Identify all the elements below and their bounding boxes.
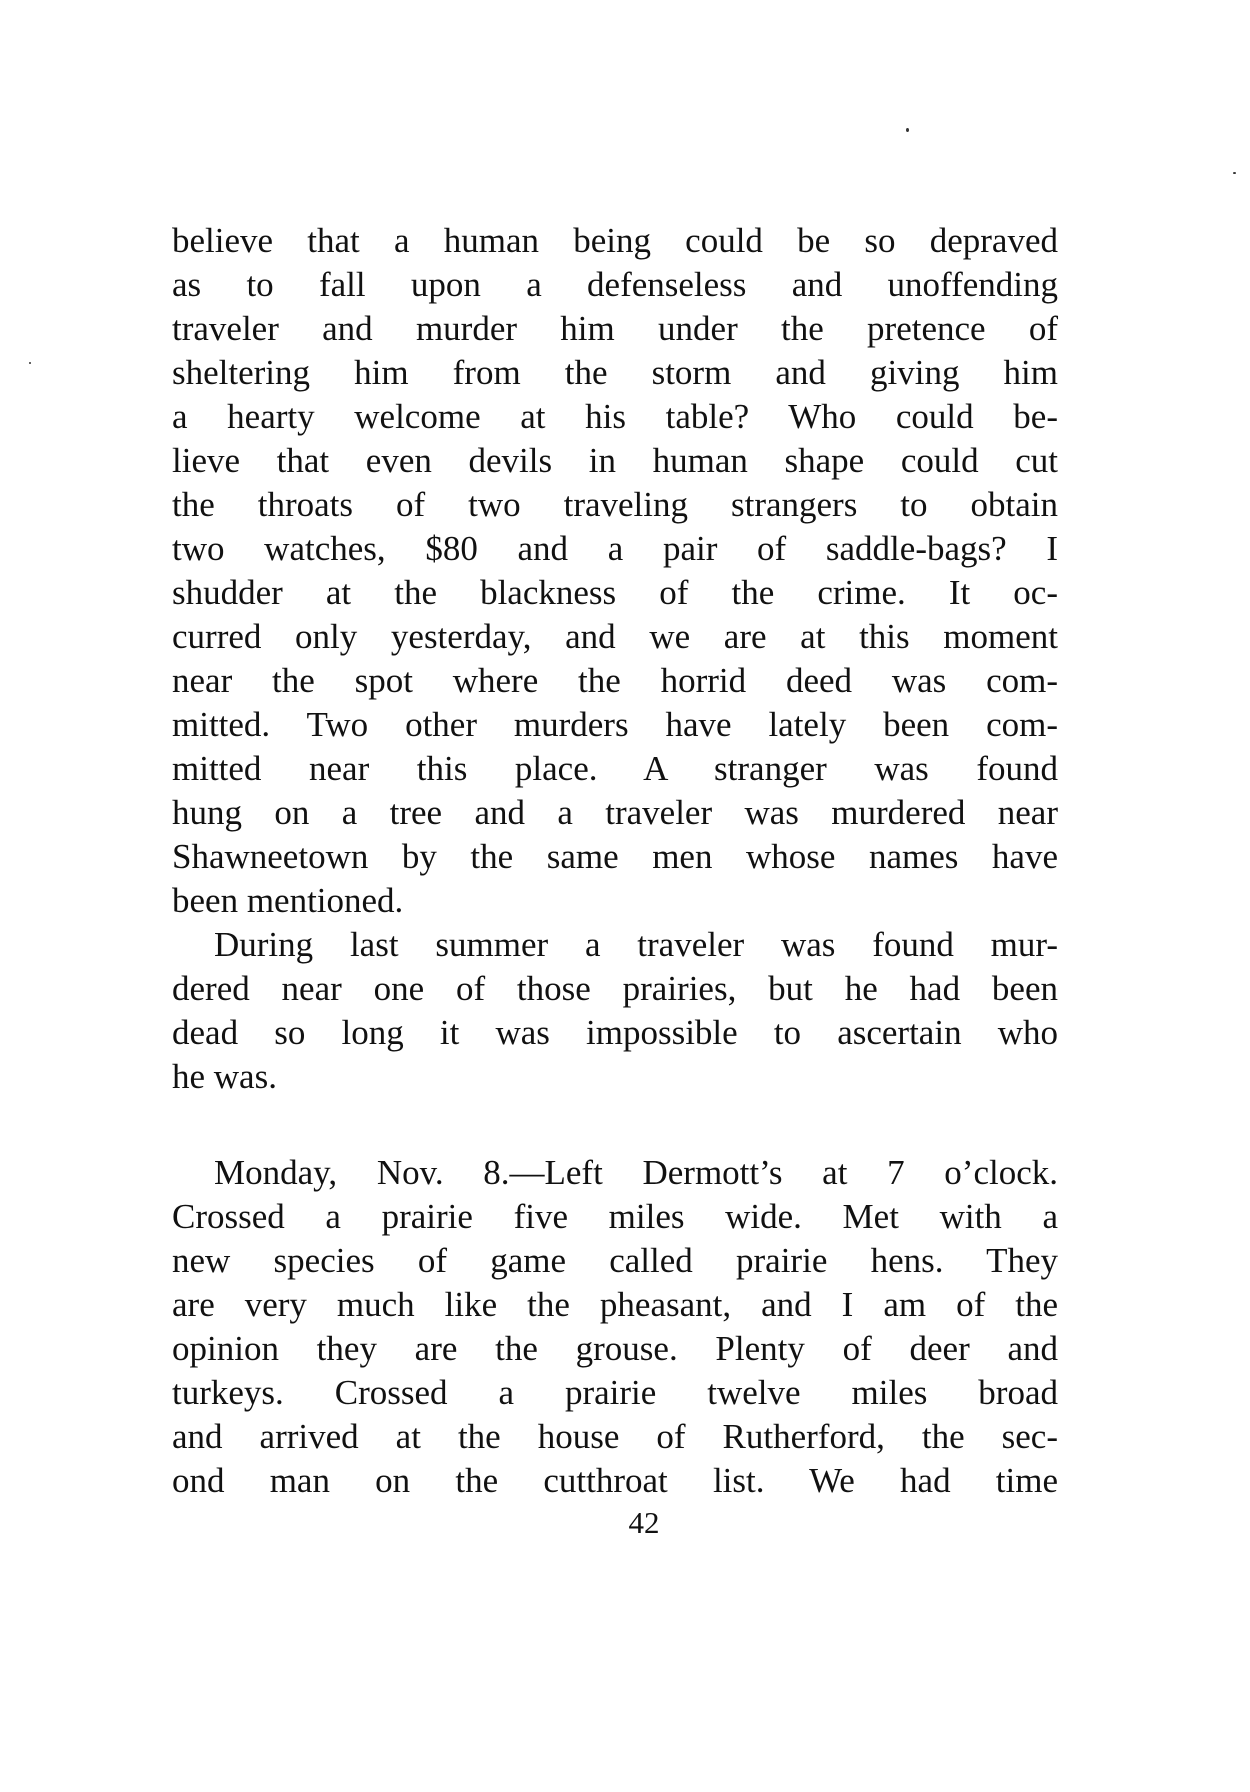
print-speck xyxy=(29,362,31,364)
text-line: sheltering him from the storm and giving him xyxy=(172,353,1058,392)
text-line: are very much like the pheasant, and I am of the xyxy=(172,1285,1058,1324)
text-line: dered near one of those prairies, but he had been xyxy=(172,969,1058,1008)
text-line: he was. xyxy=(172,1057,277,1096)
text-line: two watches, $80 and a pair of saddle-bags? I xyxy=(172,529,1058,568)
text-line: Crossed a prairie five miles wide. Met with a xyxy=(172,1197,1058,1236)
text-line: During last summer a traveler was found mur- xyxy=(214,925,1058,964)
print-speck xyxy=(906,128,909,132)
text-line: shudder at the blackness of the crime. It oc- xyxy=(172,573,1058,612)
page-number: 42 xyxy=(628,1505,660,1540)
text-line: dead so long it was impossible to ascertain who xyxy=(172,1013,1058,1052)
text-line: ond man on the cutthroat list. We had time xyxy=(172,1461,1058,1500)
text-line: opinion they are the grouse. Plenty of deer and xyxy=(172,1329,1058,1368)
text-line: curred only yesterday, and we are at this moment xyxy=(172,617,1058,656)
text-line: hung on a tree and a traveler was murdered near xyxy=(172,793,1058,832)
text-line: Monday, Nov. 8.—Left Dermott’s at 7 o’clock. xyxy=(214,1153,1058,1192)
text-line: believe that a human being could be so depraved xyxy=(172,221,1058,260)
text-line: mitted near this place. A stranger was found xyxy=(172,749,1058,788)
text-line: been mentioned. xyxy=(172,881,404,920)
text-line: traveler and murder him under the pretence of xyxy=(172,309,1058,348)
text-line: the throats of two traveling strangers to obtain xyxy=(172,485,1058,524)
body-text-lower xyxy=(172,1151,1058,1503)
print-speck xyxy=(1233,172,1236,174)
text-line: lieve that even devils in human shape could cut xyxy=(172,441,1058,480)
text-line: Shawneetown by the same men whose names have xyxy=(172,837,1058,876)
text-line: as to fall upon a defenseless and unoffending xyxy=(172,265,1058,304)
body-text-upper xyxy=(172,219,1058,1099)
text-line: near the spot where the horrid deed was com- xyxy=(172,661,1058,700)
text-line: and arrived at the house of Rutherford, the sec- xyxy=(172,1417,1058,1456)
text-line: a hearty welcome at his table? Who could be- xyxy=(172,397,1058,436)
text-line: turkeys. Crossed a prairie twelve miles broad xyxy=(172,1373,1058,1412)
text-line: new species of game called prairie hens. They xyxy=(172,1241,1058,1280)
text-line: mitted. Two other murders have lately been com- xyxy=(172,705,1058,744)
